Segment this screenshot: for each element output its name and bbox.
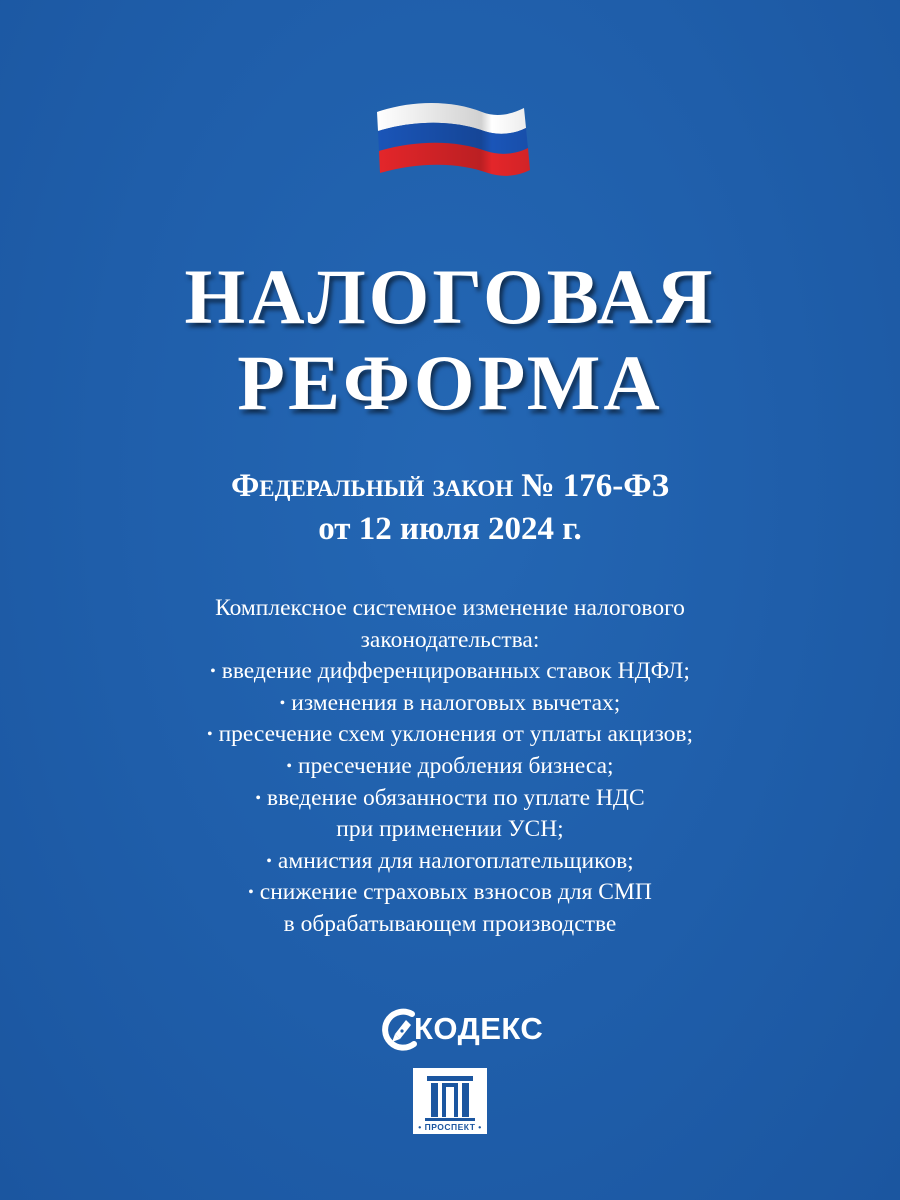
- bullet-icon: •: [248, 884, 254, 902]
- list-item-text: пресечение дробления бизнеса;: [298, 752, 614, 779]
- law-number: Федеральный закон № 176-ФЗ: [230, 468, 670, 504]
- list-item: [0, 751, 900, 783]
- bullet-icon: •: [210, 663, 216, 681]
- list-item-continuation: при применении УСН;: [336, 816, 564, 843]
- list-item: [0, 688, 900, 720]
- list-item: [0, 656, 900, 688]
- russian-flag-icon: [372, 98, 532, 188]
- list-item-text: введение обязанности по уплате НДС: [266, 784, 645, 811]
- description-block: [0, 593, 900, 941]
- description-intro-cont: законодательства:: [360, 626, 540, 653]
- list-item-text: пресечение схем уклонения от уплаты акцизов;: [218, 721, 694, 748]
- list-item: [0, 877, 900, 909]
- description-intro: Комплексное системное изменение налогового: [215, 595, 685, 621]
- cover-title-line1: НАЛОГОВАЯ: [184, 253, 716, 340]
- list-item-continuation: в обрабатывающем производстве: [283, 910, 617, 937]
- law-date: от 12 июля 2024 г.: [318, 511, 582, 547]
- list-item: [0, 719, 900, 751]
- list-item-text: изменения в налоговых вычетах;: [291, 689, 621, 716]
- list-item-text: введение дифференцированных ставок НДФЛ;: [221, 658, 690, 685]
- cover-title-line2: РЕФОРМА: [237, 339, 663, 426]
- bullet-icon: •: [286, 757, 293, 775]
- bullet-icon: •: [266, 852, 272, 870]
- prospekt-logo-text: • ПРОСПЕКТ •: [418, 1122, 482, 1132]
- bullet-icon: •: [279, 694, 286, 712]
- list-item: [0, 846, 900, 878]
- list-item-text: снижение страховых взносов для СМП: [259, 879, 652, 906]
- kodeks-logo-text: КОДЕКС: [414, 1011, 544, 1046]
- list-item-text: амнистия для налогоплательщиков;: [277, 847, 634, 874]
- bullet-icon: •: [206, 726, 213, 744]
- bullet-icon: •: [255, 789, 261, 807]
- list-item: [0, 783, 900, 815]
